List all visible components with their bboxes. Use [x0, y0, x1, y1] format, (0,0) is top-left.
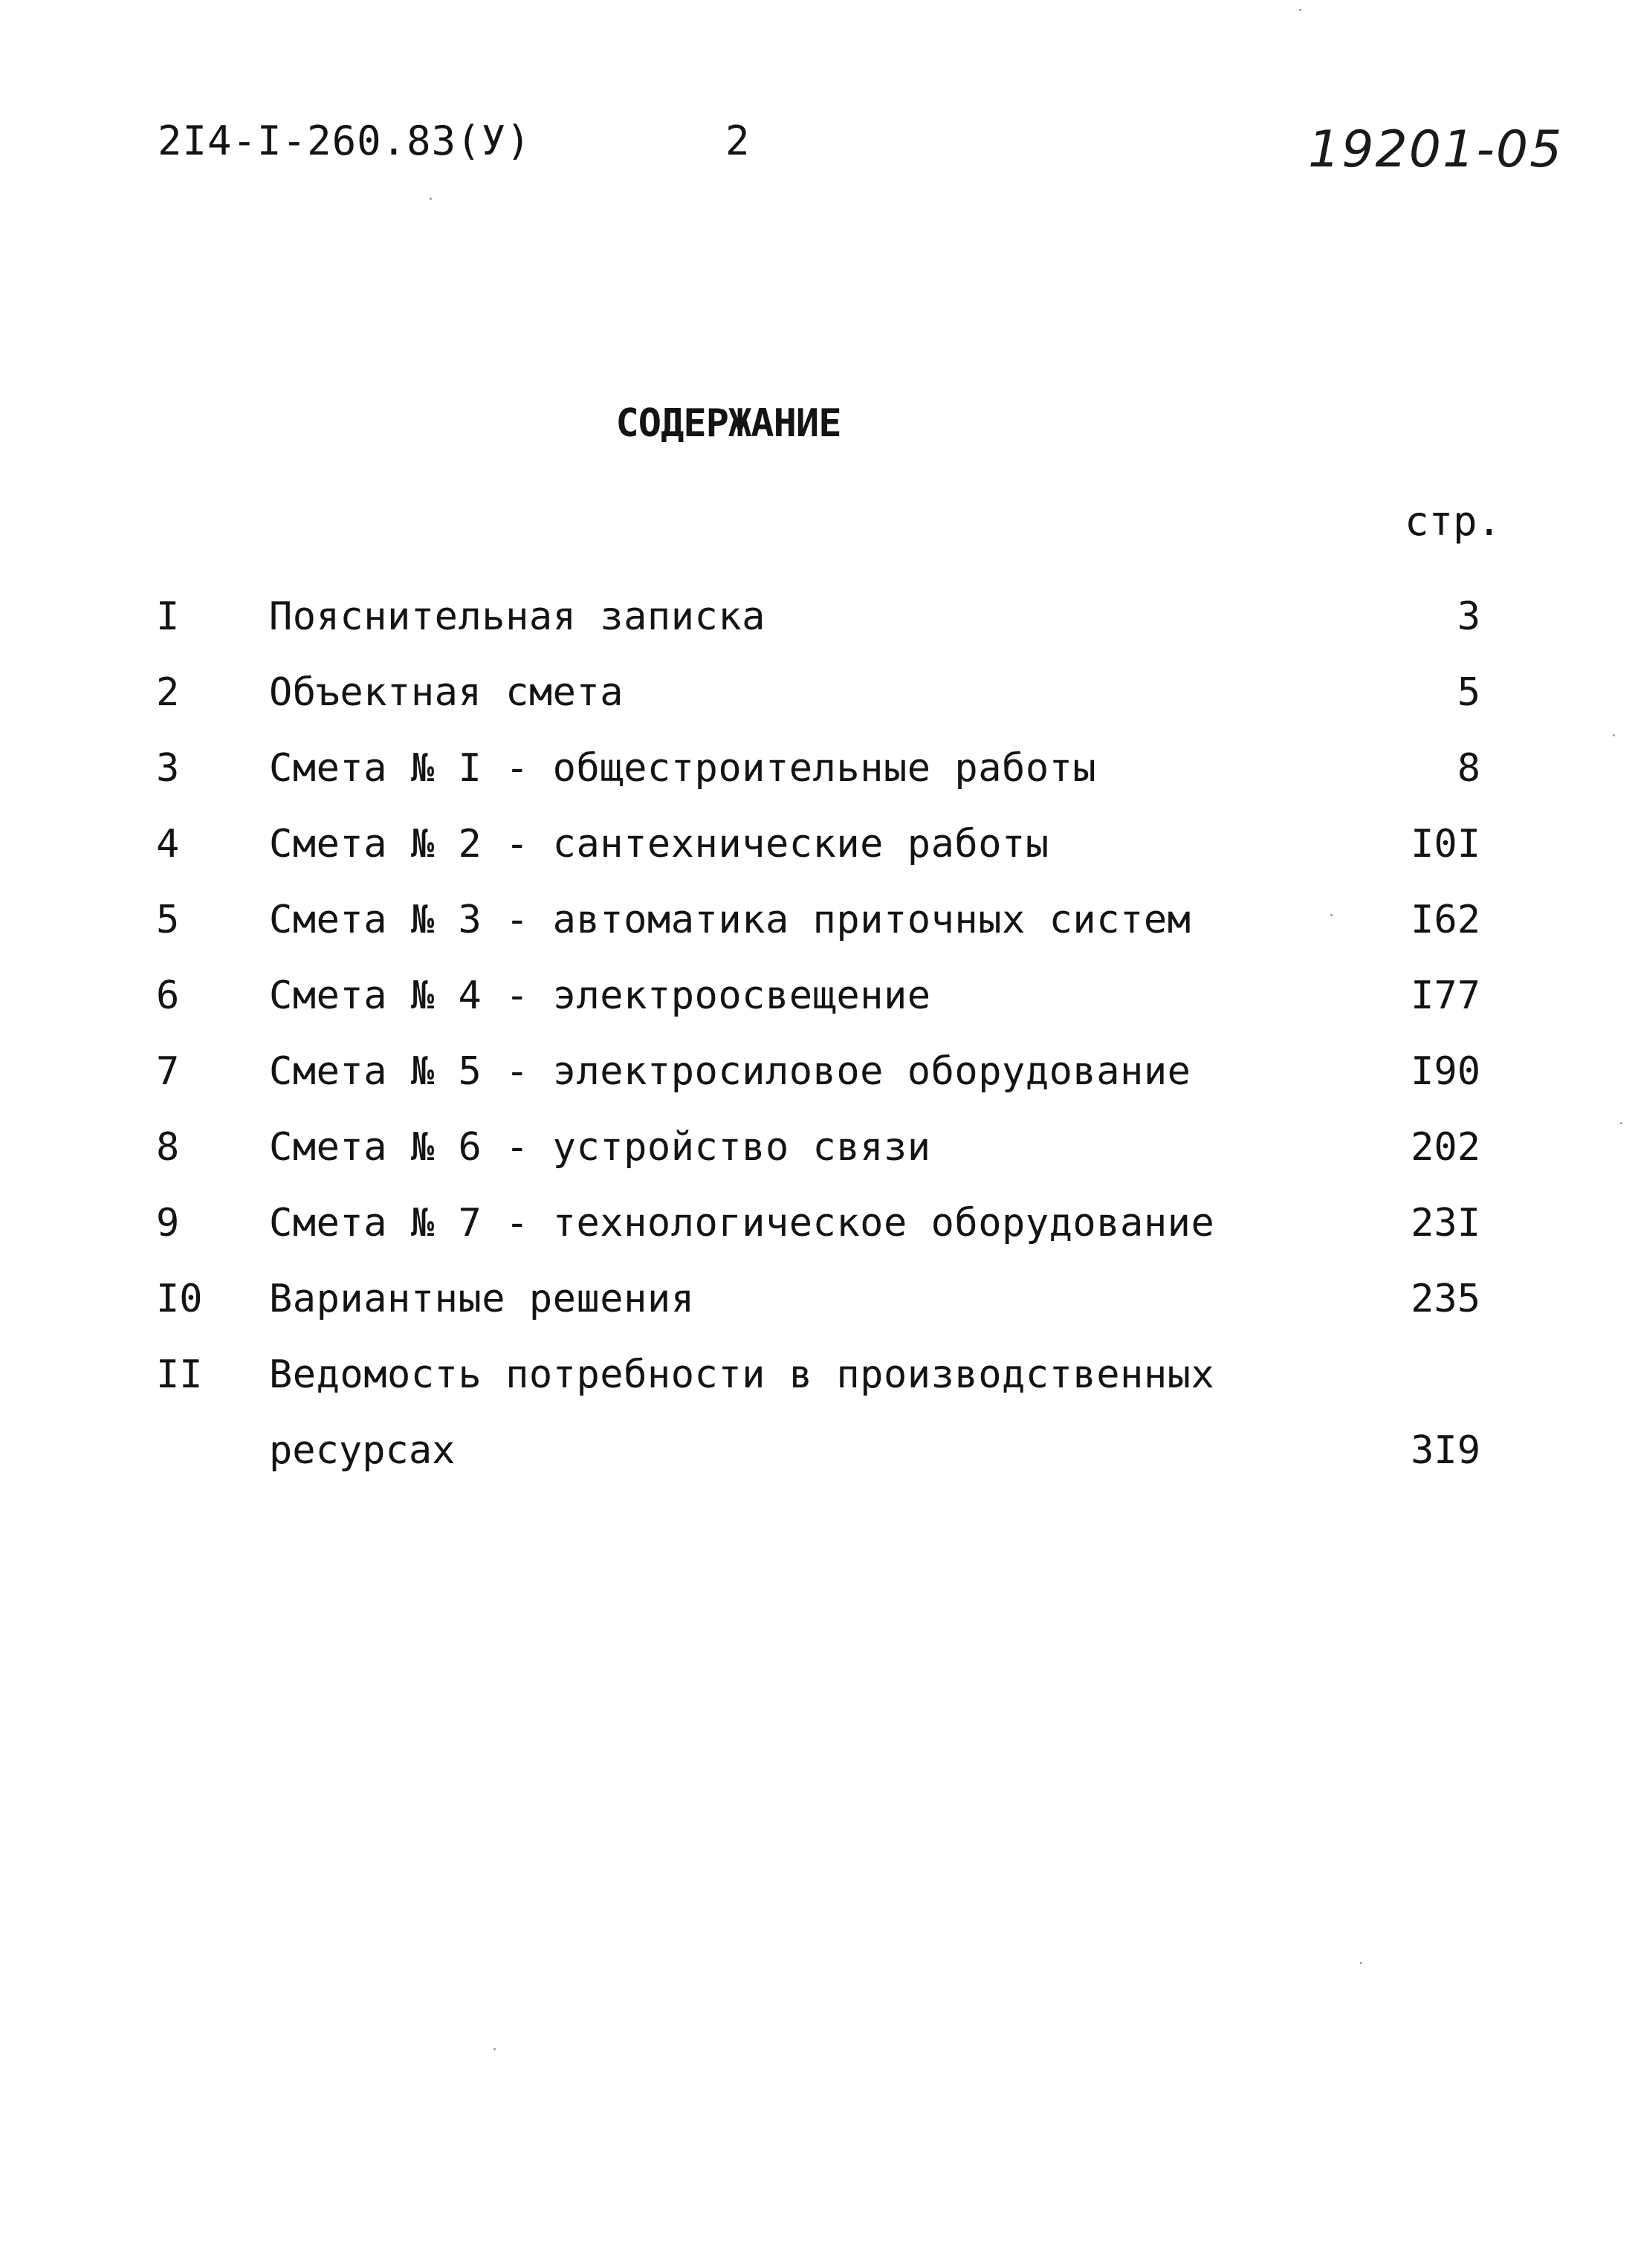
scan-speck: [493, 2048, 496, 2050]
toc-row-title-continuation: ресурсах: [269, 1428, 456, 1473]
toc-row-number: 3: [156, 746, 180, 791]
toc-row-title: Смета № I - общестроительные работы: [269, 746, 1097, 791]
toc-row-number: 8: [156, 1125, 180, 1170]
toc-row: [0, 594, 1638, 654]
toc-row-number: 9: [156, 1201, 180, 1245]
page-column-header: стр.: [1405, 498, 1502, 545]
archive-number: 19201-05: [1308, 120, 1564, 179]
scan-speck: [1360, 1962, 1362, 1964]
toc-row: [0, 1277, 1638, 1336]
toc-row-title: Вариантные решения: [269, 1277, 695, 1321]
toc-row-number: 7: [156, 1049, 180, 1094]
toc-row-title: Объектная смета: [269, 670, 624, 715]
toc-row-page: 3: [1457, 594, 1480, 639]
toc-row-number: I0: [156, 1277, 203, 1321]
toc-row: [0, 670, 1638, 730]
toc-row-number: 5: [156, 898, 180, 942]
toc-row-page: 5: [1457, 670, 1480, 715]
toc-row: [0, 1125, 1638, 1185]
toc-row-page: 8: [1457, 746, 1480, 791]
toc-row-page: 202: [1411, 1125, 1480, 1170]
toc-row: [0, 746, 1638, 806]
page-title: СОДЕРЖАНИЕ: [615, 401, 841, 446]
toc-row-title: Смета № 3 - автоматика приточных систем: [269, 898, 1191, 942]
toc-row-title: Смета № 7 - технологическое оборудование: [269, 1201, 1215, 1245]
scan-speck: [1620, 1122, 1622, 1124]
scan-speck: [1299, 9, 1301, 11]
scan-speck: [1330, 914, 1333, 916]
toc-row-page: I90: [1411, 1049, 1480, 1094]
toc-row: [0, 973, 1638, 1033]
toc-row-title: Смета № 6 - устройство связи: [269, 1125, 931, 1170]
toc-row-page: I77: [1411, 973, 1480, 1018]
page-number: 2: [725, 117, 750, 164]
toc-row-page: 23I: [1411, 1201, 1480, 1245]
scan-speck: [1613, 734, 1615, 736]
toc-row-page: I62: [1411, 898, 1480, 942]
toc-row: [0, 1352, 1638, 1494]
scan-speck: [430, 198, 432, 200]
toc-row-number: I: [156, 594, 180, 639]
toc-row-number: II: [156, 1352, 203, 1397]
toc-row: [0, 1201, 1638, 1260]
toc-row-title: Смета № 4 - электроосвещение: [269, 973, 931, 1018]
toc-row-number: 4: [156, 822, 180, 866]
toc-row: [0, 1049, 1638, 1109]
document-code: 2I4-I-260.83(У): [158, 117, 531, 164]
toc-row: [0, 898, 1638, 957]
toc-row-page: I0I: [1411, 822, 1480, 866]
toc-row-title: Смета № 2 - сантехнические работы: [269, 822, 1049, 866]
toc-row-number: 6: [156, 973, 180, 1018]
toc-row-number: 2: [156, 670, 180, 715]
toc-row-page: 235: [1411, 1277, 1480, 1321]
toc-row-page: 3I9: [1411, 1428, 1480, 1473]
toc-row-title: Смета № 5 - электросиловое оборудование: [269, 1049, 1191, 1094]
toc-row-title: Пояснительная записка: [269, 594, 765, 639]
toc-row-title: Ведомость потребности в производственных: [269, 1352, 1215, 1397]
toc-row: [0, 822, 1638, 881]
